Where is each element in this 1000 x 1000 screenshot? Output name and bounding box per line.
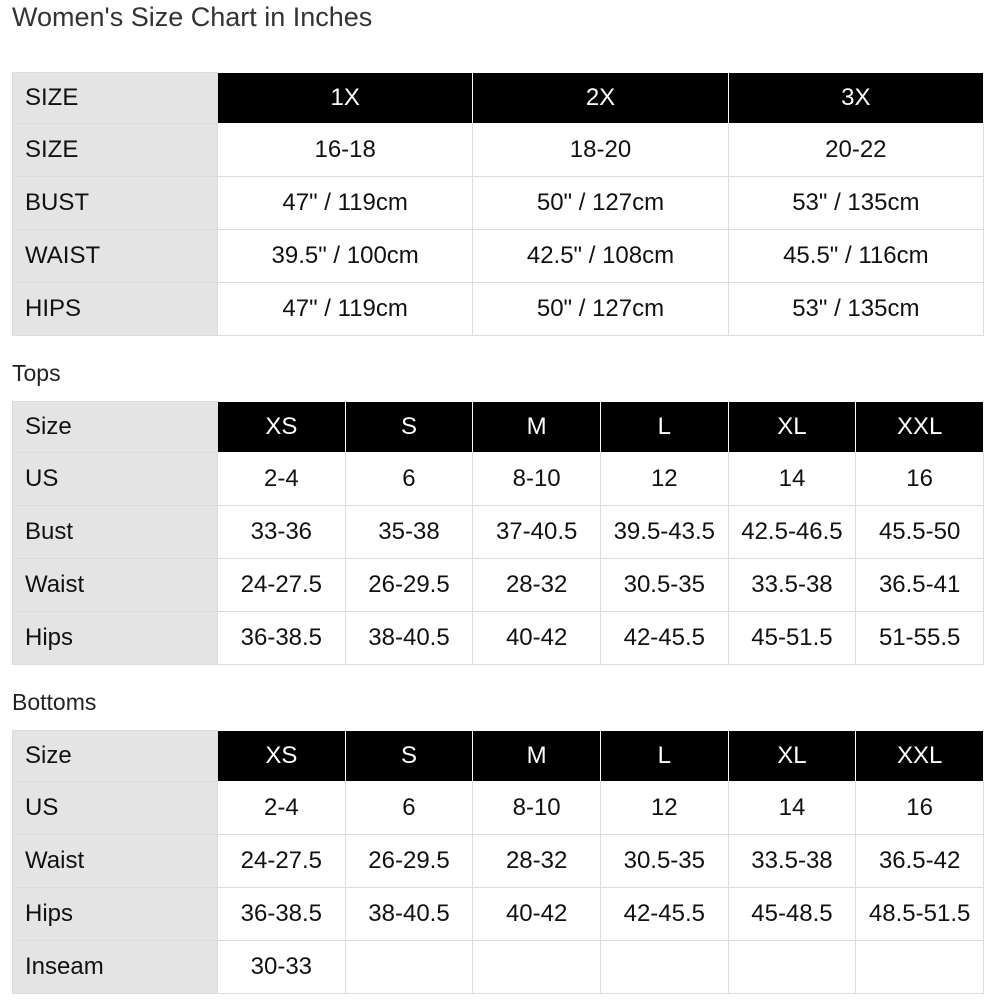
table-cell: 36-38.5 xyxy=(218,888,346,941)
table-cell: 45-51.5 xyxy=(728,612,856,665)
row-label: US xyxy=(13,782,218,835)
table-cell: 24-27.5 xyxy=(218,835,346,888)
table-row xyxy=(13,124,984,177)
column-header: M xyxy=(473,731,601,782)
table-row xyxy=(13,230,984,283)
header-label: Size xyxy=(13,402,218,453)
table-cell: 38-40.5 xyxy=(345,612,473,665)
table-cell: 28-32 xyxy=(473,559,601,612)
column-header: XXL xyxy=(856,731,984,782)
table-cell xyxy=(856,941,984,994)
tops-section-label: Tops xyxy=(12,360,61,386)
column-header: 1X xyxy=(218,73,473,124)
table-row xyxy=(13,559,984,612)
table-cell: 28-32 xyxy=(473,835,601,888)
table-cell: 50" / 127cm xyxy=(473,283,728,336)
table-cell: 2-4 xyxy=(218,453,346,506)
row-label: HIPS xyxy=(13,283,218,336)
table-cell: 40-42 xyxy=(473,888,601,941)
table-cell xyxy=(600,941,728,994)
table-row xyxy=(13,453,984,506)
header-label: Size xyxy=(13,731,218,782)
table-row xyxy=(13,283,984,336)
column-header: XXL xyxy=(856,402,984,453)
bottoms-section-label: Bottoms xyxy=(12,689,97,715)
tops-size-table xyxy=(12,401,984,665)
table-cell xyxy=(728,941,856,994)
row-label: Hips xyxy=(13,612,218,665)
table-cell: 51-55.5 xyxy=(856,612,984,665)
table-cell: 12 xyxy=(600,453,728,506)
table-cell: 38-40.5 xyxy=(345,888,473,941)
table-cell: 42-45.5 xyxy=(600,612,728,665)
table-cell: 45.5" / 116cm xyxy=(728,230,983,283)
table-cell: 36-38.5 xyxy=(218,612,346,665)
table-cell: 42.5" / 108cm xyxy=(473,230,728,283)
table-cell: 20-22 xyxy=(728,124,983,177)
column-header: M xyxy=(473,402,601,453)
table-cell: 16 xyxy=(856,453,984,506)
table-cell: 47" / 119cm xyxy=(218,283,473,336)
table-cell: 30.5-35 xyxy=(600,835,728,888)
table-cell: 35-38 xyxy=(345,506,473,559)
table-cell: 30.5-35 xyxy=(600,559,728,612)
page-title: Women's Size Chart in Inches xyxy=(12,2,373,32)
table-cell: 48.5-51.5 xyxy=(856,888,984,941)
table-header-row xyxy=(13,402,984,453)
table-row xyxy=(13,835,984,888)
table-cell: 16-18 xyxy=(218,124,473,177)
table-cell: 8-10 xyxy=(473,782,601,835)
table-cell: 14 xyxy=(728,453,856,506)
table-header-row xyxy=(13,731,984,782)
table-cell: 30-33 xyxy=(218,941,346,994)
column-header: 3X xyxy=(728,73,983,124)
table-cell: 37-40.5 xyxy=(473,506,601,559)
table-row xyxy=(13,506,984,559)
table-cell: 12 xyxy=(600,782,728,835)
table-cell: 50" / 127cm xyxy=(473,177,728,230)
table-cell: 26-29.5 xyxy=(345,835,473,888)
table-cell: 14 xyxy=(728,782,856,835)
table-cell: 53" / 135cm xyxy=(728,283,983,336)
table-cell: 24-27.5 xyxy=(218,559,346,612)
column-header: S xyxy=(345,402,473,453)
table-cell: 42.5-46.5 xyxy=(728,506,856,559)
table-cell: 40-42 xyxy=(473,612,601,665)
table-cell: 33.5-38 xyxy=(728,835,856,888)
table-cell: 47" / 119cm xyxy=(218,177,473,230)
column-header: L xyxy=(600,731,728,782)
table-cell: 26-29.5 xyxy=(345,559,473,612)
table-cell xyxy=(473,941,601,994)
column-header: XL xyxy=(728,731,856,782)
column-header: XL xyxy=(728,402,856,453)
table-cell: 6 xyxy=(345,453,473,506)
row-label: Inseam xyxy=(13,941,218,994)
table-cell: 36.5-41 xyxy=(856,559,984,612)
column-header: S xyxy=(345,731,473,782)
row-label: WAIST xyxy=(13,230,218,283)
table-row xyxy=(13,612,984,665)
plus-size-table xyxy=(12,72,984,336)
table-cell: 8-10 xyxy=(473,453,601,506)
bottoms-size-table xyxy=(12,730,984,994)
row-label: Waist xyxy=(13,559,218,612)
table-cell: 18-20 xyxy=(473,124,728,177)
table-cell: 45.5-50 xyxy=(856,506,984,559)
table-cell: 45-48.5 xyxy=(728,888,856,941)
table-cell: 42-45.5 xyxy=(600,888,728,941)
table-cell: 6 xyxy=(345,782,473,835)
table-cell xyxy=(345,941,473,994)
table-row xyxy=(13,888,984,941)
column-header: 2X xyxy=(473,73,728,124)
row-label: Hips xyxy=(13,888,218,941)
table-cell: 16 xyxy=(856,782,984,835)
table-row xyxy=(13,177,984,230)
table-row xyxy=(13,782,984,835)
row-label: SIZE xyxy=(13,124,218,177)
column-header: XS xyxy=(218,731,346,782)
table-header-row xyxy=(13,73,984,124)
row-label: Waist xyxy=(13,835,218,888)
column-header: L xyxy=(600,402,728,453)
header-label: SIZE xyxy=(13,73,218,124)
table-cell: 2-4 xyxy=(218,782,346,835)
table-row xyxy=(13,941,984,994)
row-label: Bust xyxy=(13,506,218,559)
table-cell: 39.5-43.5 xyxy=(600,506,728,559)
table-cell: 33-36 xyxy=(218,506,346,559)
table-cell: 39.5" / 100cm xyxy=(218,230,473,283)
row-label: US xyxy=(13,453,218,506)
row-label: BUST xyxy=(13,177,218,230)
table-cell: 53" / 135cm xyxy=(728,177,983,230)
table-cell: 36.5-42 xyxy=(856,835,984,888)
table-cell: 33.5-38 xyxy=(728,559,856,612)
column-header: XS xyxy=(218,402,346,453)
